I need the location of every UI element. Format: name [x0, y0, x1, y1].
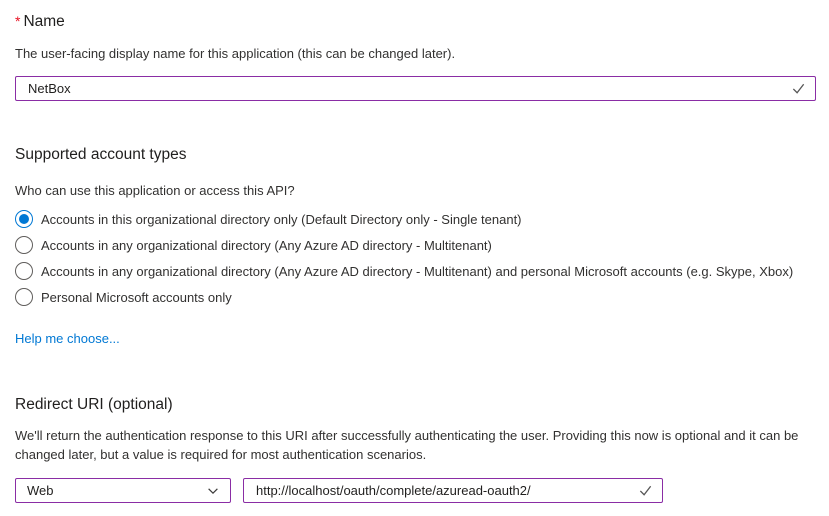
help-me-choose-link[interactable]: Help me choose...	[15, 331, 120, 346]
account-type-option-label: Accounts in any organizational directory (Any Azure AD directory - Multitenant)	[41, 237, 492, 253]
account-type-option[interactable]	[15, 262, 816, 280]
redirect-uri-input[interactable]	[256, 483, 638, 498]
account-types-question: Who can use this application or access this API?	[15, 183, 295, 198]
account-type-option-label: Accounts in this organizational directory only (Default Directory only - Single tenant)	[41, 211, 522, 227]
name-input[interactable]	[28, 81, 791, 96]
account-type-option[interactable]	[15, 236, 816, 254]
redirect-uri-row	[15, 478, 816, 503]
platform-select-value: Web	[27, 483, 54, 498]
radio-button[interactable]	[15, 236, 33, 254]
name-section-title-text: Name	[23, 13, 65, 30]
redirect-uri-section-title: Redirect URI (optional)	[15, 396, 173, 413]
radio-dot	[19, 214, 29, 224]
account-type-option-label: Accounts in any organizational directory (Any Azure AD directory - Multitenant) and personal Microsoft accounts (e.g. Skype, Xbox)	[41, 263, 794, 279]
account-type-option[interactable]	[15, 210, 816, 228]
account-types-section-title: Supported account types	[15, 146, 187, 163]
redirect-uri-input-container	[243, 478, 663, 503]
name-description: The user-facing display name for this application (this can be changed later).	[15, 46, 456, 61]
radio-button[interactable]	[15, 262, 33, 280]
platform-select[interactable]	[15, 478, 231, 503]
name-section-title	[15, 12, 816, 31]
name-input-container	[15, 76, 816, 101]
redirect-uri-description: We'll return the authentication response to this URI after successfully authenticating the user. Providing this now is optional and it can be changed later, but a value is required for most authentication scenarios.	[15, 428, 799, 462]
radio-button[interactable]	[15, 210, 33, 228]
required-asterisk: *	[15, 13, 21, 29]
chevron-down-icon	[206, 484, 220, 498]
checkmark-icon	[791, 81, 806, 96]
account-type-options	[15, 210, 816, 306]
account-type-option[interactable]	[15, 288, 816, 306]
radio-button[interactable]	[15, 288, 33, 306]
checkmark-icon	[638, 483, 653, 498]
account-type-option-label: Personal Microsoft accounts only	[41, 289, 232, 305]
